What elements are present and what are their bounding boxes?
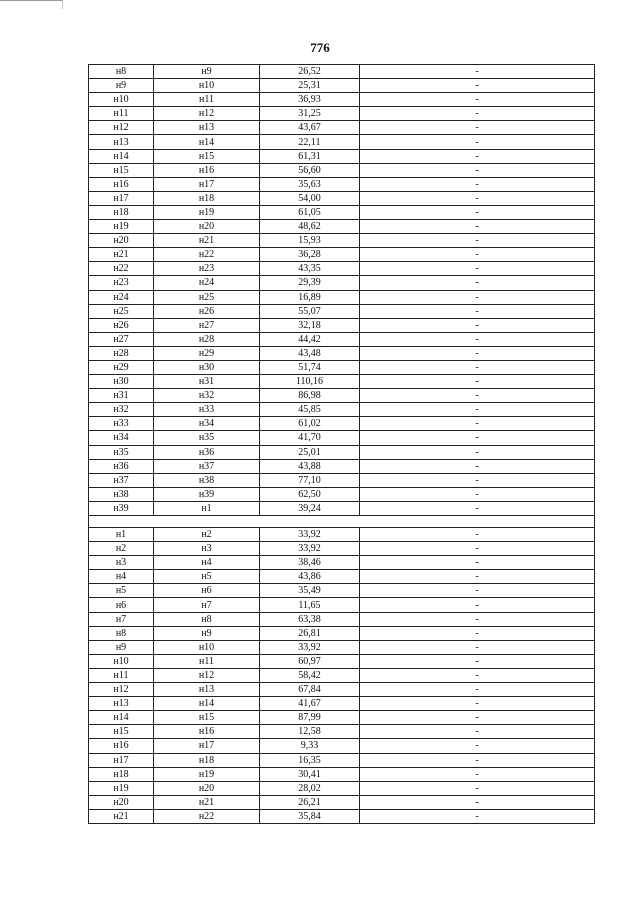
note-cell: - bbox=[360, 389, 595, 403]
to-point-cell: н29 bbox=[154, 346, 260, 360]
table-row bbox=[89, 79, 595, 93]
to-point-cell: н11 bbox=[154, 93, 260, 107]
note-cell: - bbox=[360, 177, 595, 191]
distance-cell: 22,11 bbox=[260, 135, 360, 149]
note-cell: - bbox=[360, 598, 595, 612]
note-cell: - bbox=[360, 290, 595, 304]
from-point-cell: н24 bbox=[89, 290, 154, 304]
note-cell: - bbox=[360, 501, 595, 515]
note-cell: - bbox=[360, 360, 595, 374]
table-row bbox=[89, 220, 595, 234]
to-point-cell: н21 bbox=[154, 795, 260, 809]
distance-cell: 61,05 bbox=[260, 205, 360, 219]
note-cell: - bbox=[360, 570, 595, 584]
to-point-cell: н24 bbox=[154, 276, 260, 290]
table-row bbox=[89, 598, 595, 612]
from-point-cell: н18 bbox=[89, 205, 154, 219]
to-point-cell: н4 bbox=[154, 556, 260, 570]
distance-cell: 86,98 bbox=[260, 389, 360, 403]
distance-cell: 30,41 bbox=[260, 767, 360, 781]
note-cell: - bbox=[360, 809, 595, 823]
distance-cell: 41,70 bbox=[260, 431, 360, 445]
from-point-cell: н1 bbox=[89, 528, 154, 542]
from-point-cell: н26 bbox=[89, 318, 154, 332]
table-row bbox=[89, 360, 595, 374]
from-point-cell: н15 bbox=[89, 725, 154, 739]
distance-cell: 25,31 bbox=[260, 79, 360, 93]
distance-cell: 9,33 bbox=[260, 739, 360, 753]
from-point-cell: н38 bbox=[89, 487, 154, 501]
table-row bbox=[89, 445, 595, 459]
distance-cell: 61,02 bbox=[260, 417, 360, 431]
note-cell: - bbox=[360, 248, 595, 262]
note-cell: - bbox=[360, 79, 595, 93]
note-cell: - bbox=[360, 375, 595, 389]
distance-cell: 110,16 bbox=[260, 375, 360, 389]
table-row bbox=[89, 711, 595, 725]
from-point-cell: н39 bbox=[89, 501, 154, 515]
to-point-cell: н3 bbox=[154, 542, 260, 556]
table-row bbox=[89, 739, 595, 753]
from-point-cell: н30 bbox=[89, 375, 154, 389]
table-row bbox=[89, 473, 595, 487]
to-point-cell: н10 bbox=[154, 79, 260, 93]
table-section-2 bbox=[89, 528, 595, 824]
distance-cell: 62,50 bbox=[260, 487, 360, 501]
to-point-cell: н12 bbox=[154, 107, 260, 121]
from-point-cell: н14 bbox=[89, 149, 154, 163]
table-row bbox=[89, 248, 595, 262]
to-point-cell: н14 bbox=[154, 135, 260, 149]
to-point-cell: н6 bbox=[154, 584, 260, 598]
from-point-cell: н11 bbox=[89, 668, 154, 682]
to-point-cell: н10 bbox=[154, 640, 260, 654]
note-cell: - bbox=[360, 767, 595, 781]
distance-cell: 43,67 bbox=[260, 121, 360, 135]
to-point-cell: н22 bbox=[154, 248, 260, 262]
distance-cell: 33,92 bbox=[260, 528, 360, 542]
to-point-cell: н7 bbox=[154, 598, 260, 612]
table-row bbox=[89, 205, 595, 219]
table-row bbox=[89, 767, 595, 781]
from-point-cell: н22 bbox=[89, 262, 154, 276]
distance-cell: 41,67 bbox=[260, 697, 360, 711]
note-cell: - bbox=[360, 234, 595, 248]
from-point-cell: н20 bbox=[89, 234, 154, 248]
note-cell: - bbox=[360, 683, 595, 697]
note-cell: - bbox=[360, 220, 595, 234]
to-point-cell: н32 bbox=[154, 389, 260, 403]
note-cell: - bbox=[360, 795, 595, 809]
table-row bbox=[89, 809, 595, 823]
from-point-cell: н34 bbox=[89, 431, 154, 445]
distance-cell: 25,01 bbox=[260, 445, 360, 459]
to-point-cell: н9 bbox=[154, 65, 260, 79]
table-row bbox=[89, 570, 595, 584]
note-cell: - bbox=[360, 205, 595, 219]
from-point-cell: н15 bbox=[89, 163, 154, 177]
distance-cell: 11,65 bbox=[260, 598, 360, 612]
note-cell: - bbox=[360, 403, 595, 417]
to-point-cell: н9 bbox=[154, 626, 260, 640]
from-point-cell: н13 bbox=[89, 135, 154, 149]
distance-cell: 44,42 bbox=[260, 332, 360, 346]
note-cell: - bbox=[360, 725, 595, 739]
page-number: 776 bbox=[310, 40, 330, 55]
to-point-cell: н36 bbox=[154, 445, 260, 459]
to-point-cell: н37 bbox=[154, 459, 260, 473]
table-row bbox=[89, 795, 595, 809]
to-point-cell: н26 bbox=[154, 304, 260, 318]
note-cell: - bbox=[360, 417, 595, 431]
from-point-cell: н36 bbox=[89, 459, 154, 473]
table-row bbox=[89, 121, 595, 135]
note-cell: - bbox=[360, 318, 595, 332]
table-row bbox=[89, 290, 595, 304]
from-point-cell: н17 bbox=[89, 753, 154, 767]
from-point-cell: н12 bbox=[89, 121, 154, 135]
from-point-cell: н33 bbox=[89, 417, 154, 431]
table-section-1 bbox=[89, 65, 595, 516]
table-row bbox=[89, 528, 595, 542]
to-point-cell: н13 bbox=[154, 121, 260, 135]
from-point-cell: н20 bbox=[89, 795, 154, 809]
distance-cell: 26,81 bbox=[260, 626, 360, 640]
note-cell: - bbox=[360, 473, 595, 487]
table-row bbox=[89, 332, 595, 346]
to-point-cell: н15 bbox=[154, 149, 260, 163]
table-row bbox=[89, 626, 595, 640]
from-point-cell: н8 bbox=[89, 65, 154, 79]
table-separator bbox=[89, 516, 595, 528]
from-point-cell: н11 bbox=[89, 107, 154, 121]
note-cell: - bbox=[360, 654, 595, 668]
note-cell: - bbox=[360, 697, 595, 711]
note-cell: - bbox=[360, 304, 595, 318]
note-cell: - bbox=[360, 445, 595, 459]
note-cell: - bbox=[360, 332, 595, 346]
to-point-cell: н21 bbox=[154, 234, 260, 248]
note-cell: - bbox=[360, 459, 595, 473]
distance-cell: 67,84 bbox=[260, 683, 360, 697]
note-cell: - bbox=[360, 65, 595, 79]
table-row bbox=[89, 654, 595, 668]
distance-cell: 26,52 bbox=[260, 65, 360, 79]
distance-cell: 51,74 bbox=[260, 360, 360, 374]
note-cell: - bbox=[360, 668, 595, 682]
distance-cell: 16,89 bbox=[260, 290, 360, 304]
note-cell: - bbox=[360, 276, 595, 290]
to-point-cell: н17 bbox=[154, 739, 260, 753]
note-cell: - bbox=[360, 121, 595, 135]
distance-cell: 33,92 bbox=[260, 640, 360, 654]
table-row bbox=[89, 459, 595, 473]
distance-cell: 28,02 bbox=[260, 781, 360, 795]
to-point-cell: н19 bbox=[154, 205, 260, 219]
to-point-cell: н18 bbox=[154, 753, 260, 767]
table-row bbox=[89, 640, 595, 654]
note-cell: - bbox=[360, 346, 595, 360]
to-point-cell: н38 bbox=[154, 473, 260, 487]
from-point-cell: н6 bbox=[89, 598, 154, 612]
from-point-cell: н3 bbox=[89, 556, 154, 570]
table-row bbox=[89, 107, 595, 121]
note-cell: - bbox=[360, 487, 595, 501]
distance-cell: 38,46 bbox=[260, 556, 360, 570]
table-row bbox=[89, 697, 595, 711]
from-point-cell: н21 bbox=[89, 248, 154, 262]
to-point-cell: н23 bbox=[154, 262, 260, 276]
note-cell: - bbox=[360, 612, 595, 626]
to-point-cell: н2 bbox=[154, 528, 260, 542]
distance-cell: 87,99 bbox=[260, 711, 360, 725]
from-point-cell: н21 bbox=[89, 809, 154, 823]
table-row bbox=[89, 135, 595, 149]
from-point-cell: н28 bbox=[89, 346, 154, 360]
table-row bbox=[89, 612, 595, 626]
distance-cell: 36,93 bbox=[260, 93, 360, 107]
table-row bbox=[89, 65, 595, 79]
table-row bbox=[89, 318, 595, 332]
to-point-cell: н12 bbox=[154, 668, 260, 682]
from-point-cell: н23 bbox=[89, 276, 154, 290]
distance-cell: 35,84 bbox=[260, 809, 360, 823]
to-point-cell: н25 bbox=[154, 290, 260, 304]
distance-cell: 15,93 bbox=[260, 234, 360, 248]
from-point-cell: н35 bbox=[89, 445, 154, 459]
distance-cell: 29,39 bbox=[260, 276, 360, 290]
note-cell: - bbox=[360, 711, 595, 725]
to-point-cell: н16 bbox=[154, 725, 260, 739]
to-point-cell: н13 bbox=[154, 683, 260, 697]
note-cell: - bbox=[360, 626, 595, 640]
to-point-cell: н31 bbox=[154, 375, 260, 389]
to-point-cell: н8 bbox=[154, 612, 260, 626]
from-point-cell: н27 bbox=[89, 332, 154, 346]
from-point-cell: н19 bbox=[89, 781, 154, 795]
to-point-cell: н17 bbox=[154, 177, 260, 191]
to-point-cell: н20 bbox=[154, 220, 260, 234]
from-point-cell: н16 bbox=[89, 739, 154, 753]
distance-cell: 36,28 bbox=[260, 248, 360, 262]
distance-cell: 31,25 bbox=[260, 107, 360, 121]
distance-cell: 77,10 bbox=[260, 473, 360, 487]
distance-cell: 26,21 bbox=[260, 795, 360, 809]
from-point-cell: н31 bbox=[89, 389, 154, 403]
distance-cell: 45,85 bbox=[260, 403, 360, 417]
distance-cell: 43,86 bbox=[260, 570, 360, 584]
table-row bbox=[89, 417, 595, 431]
distance-cell: 39,24 bbox=[260, 501, 360, 515]
distance-cell: 12,58 bbox=[260, 725, 360, 739]
table-row bbox=[89, 149, 595, 163]
to-point-cell: н28 bbox=[154, 332, 260, 346]
to-point-cell: н35 bbox=[154, 431, 260, 445]
to-point-cell: н1 bbox=[154, 501, 260, 515]
from-point-cell: н7 bbox=[89, 612, 154, 626]
table-row bbox=[89, 346, 595, 360]
table-row bbox=[89, 93, 595, 107]
from-point-cell: н13 bbox=[89, 697, 154, 711]
from-point-cell: н10 bbox=[89, 93, 154, 107]
from-point-cell: н8 bbox=[89, 626, 154, 640]
note-cell: - bbox=[360, 262, 595, 276]
table-row bbox=[89, 431, 595, 445]
distance-cell: 16,35 bbox=[260, 753, 360, 767]
to-point-cell: н33 bbox=[154, 403, 260, 417]
note-cell: - bbox=[360, 135, 595, 149]
note-cell: - bbox=[360, 640, 595, 654]
distance-cell: 43,88 bbox=[260, 459, 360, 473]
to-point-cell: н15 bbox=[154, 711, 260, 725]
note-cell: - bbox=[360, 149, 595, 163]
from-point-cell: н32 bbox=[89, 403, 154, 417]
separator-cell bbox=[89, 516, 595, 528]
note-cell: - bbox=[360, 528, 595, 542]
to-point-cell: н39 bbox=[154, 487, 260, 501]
distance-cell: 32,18 bbox=[260, 318, 360, 332]
table-row bbox=[89, 375, 595, 389]
to-point-cell: н30 bbox=[154, 360, 260, 374]
table-row bbox=[89, 556, 595, 570]
from-point-cell: н5 bbox=[89, 584, 154, 598]
note-cell: - bbox=[360, 542, 595, 556]
distance-cell: 63,38 bbox=[260, 612, 360, 626]
note-cell: - bbox=[360, 163, 595, 177]
table-row bbox=[89, 725, 595, 739]
to-point-cell: н20 bbox=[154, 781, 260, 795]
from-point-cell: н14 bbox=[89, 711, 154, 725]
coordinates-table bbox=[88, 64, 595, 824]
from-point-cell: н19 bbox=[89, 220, 154, 234]
to-point-cell: н19 bbox=[154, 767, 260, 781]
note-cell: - bbox=[360, 93, 595, 107]
to-point-cell: н18 bbox=[154, 191, 260, 205]
from-point-cell: н17 bbox=[89, 191, 154, 205]
table-row bbox=[89, 163, 595, 177]
from-point-cell: н16 bbox=[89, 177, 154, 191]
to-point-cell: н14 bbox=[154, 697, 260, 711]
table-row bbox=[89, 177, 595, 191]
table-row bbox=[89, 262, 595, 276]
distance-cell: 48,62 bbox=[260, 220, 360, 234]
from-point-cell: н9 bbox=[89, 79, 154, 93]
distance-cell: 61,31 bbox=[260, 149, 360, 163]
from-point-cell: н10 bbox=[89, 654, 154, 668]
from-point-cell: н2 bbox=[89, 542, 154, 556]
from-point-cell: н4 bbox=[89, 570, 154, 584]
distance-cell: 55,07 bbox=[260, 304, 360, 318]
note-cell: - bbox=[360, 753, 595, 767]
note-cell: - bbox=[360, 556, 595, 570]
table-row bbox=[89, 501, 595, 515]
distance-cell: 43,48 bbox=[260, 346, 360, 360]
distance-cell: 33,92 bbox=[260, 542, 360, 556]
scan-corner-mark bbox=[0, 0, 63, 9]
note-cell: - bbox=[360, 584, 595, 598]
table-row bbox=[89, 584, 595, 598]
table-row bbox=[89, 668, 595, 682]
table-row bbox=[89, 191, 595, 205]
to-point-cell: н27 bbox=[154, 318, 260, 332]
to-point-cell: н34 bbox=[154, 417, 260, 431]
table-row bbox=[89, 403, 595, 417]
from-point-cell: н18 bbox=[89, 767, 154, 781]
note-cell: - bbox=[360, 739, 595, 753]
note-cell: - bbox=[360, 781, 595, 795]
distance-cell: 35,49 bbox=[260, 584, 360, 598]
table-row bbox=[89, 276, 595, 290]
table-row bbox=[89, 304, 595, 318]
table-row bbox=[89, 487, 595, 501]
from-point-cell: н29 bbox=[89, 360, 154, 374]
table-row bbox=[89, 389, 595, 403]
distance-cell: 54,00 bbox=[260, 191, 360, 205]
to-point-cell: н11 bbox=[154, 654, 260, 668]
from-point-cell: н37 bbox=[89, 473, 154, 487]
from-point-cell: н12 bbox=[89, 683, 154, 697]
to-point-cell: н16 bbox=[154, 163, 260, 177]
table-row bbox=[89, 753, 595, 767]
table-row bbox=[89, 781, 595, 795]
table-row bbox=[89, 542, 595, 556]
to-point-cell: н5 bbox=[154, 570, 260, 584]
separator-row bbox=[89, 516, 595, 528]
distance-cell: 35,63 bbox=[260, 177, 360, 191]
note-cell: - bbox=[360, 431, 595, 445]
table-row bbox=[89, 683, 595, 697]
distance-cell: 60,97 bbox=[260, 654, 360, 668]
from-point-cell: н25 bbox=[89, 304, 154, 318]
distance-cell: 58,42 bbox=[260, 668, 360, 682]
distance-cell: 56,60 bbox=[260, 163, 360, 177]
distance-cell: 43,35 bbox=[260, 262, 360, 276]
from-point-cell: н9 bbox=[89, 640, 154, 654]
note-cell: - bbox=[360, 107, 595, 121]
to-point-cell: н22 bbox=[154, 809, 260, 823]
table-row bbox=[89, 234, 595, 248]
note-cell: - bbox=[360, 191, 595, 205]
